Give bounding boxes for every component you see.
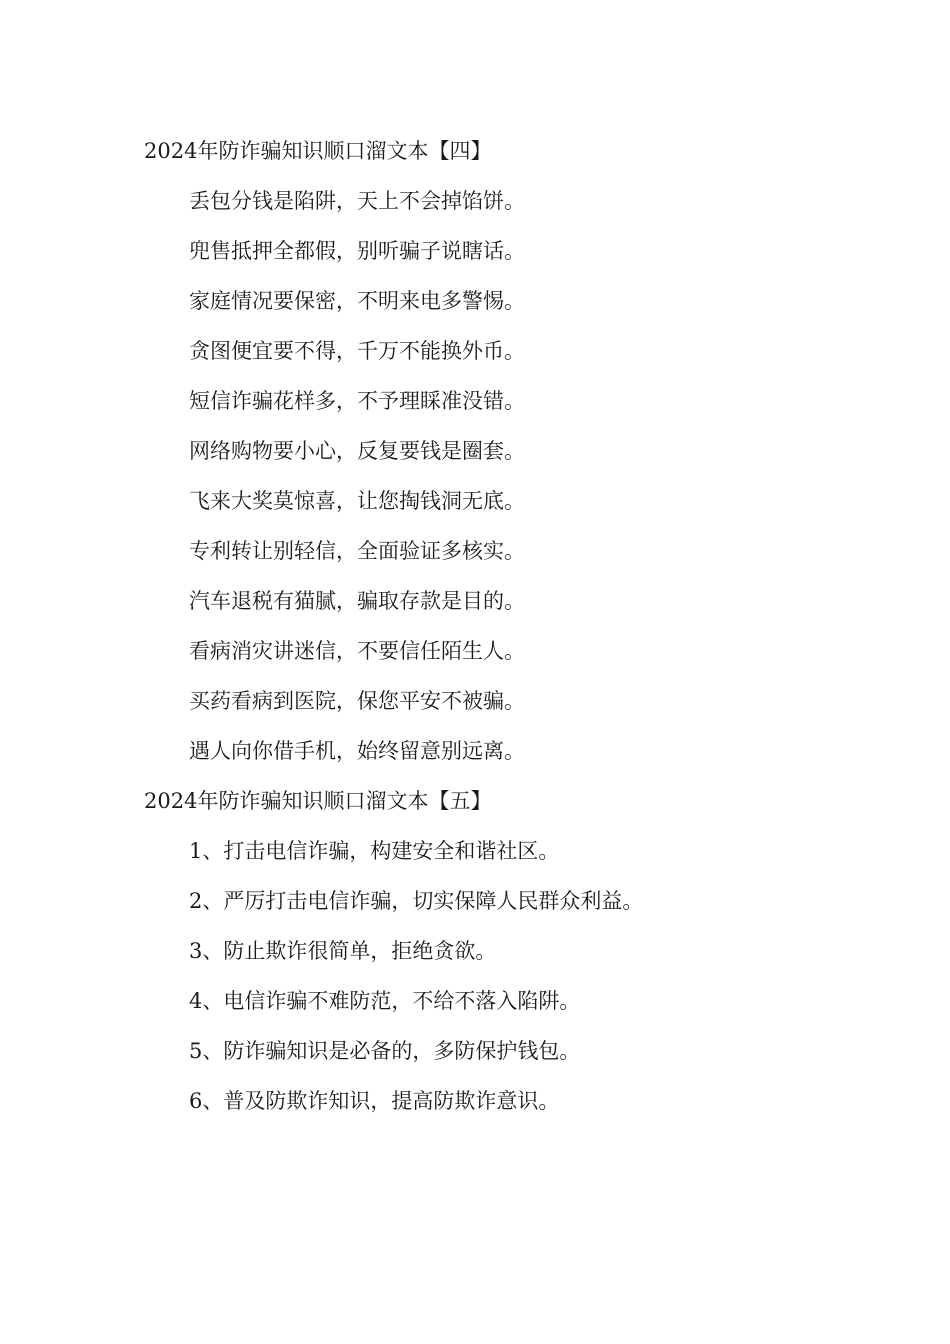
- rhyme-line: 家庭情况要保密，不明来电多警惕。: [189, 289, 525, 313]
- slogan-line: 2、严厉打击电信诈骗，切实保障人民群众利益。: [189, 889, 644, 913]
- rhyme-line: 买药看病到医院，保您平安不被骗。: [189, 689, 525, 713]
- rhyme-line: 短信诈骗花样多，不予理睬准没错。: [189, 389, 525, 413]
- section-heading: 2024年防诈骗知识顺口溜文本【五】: [144, 789, 492, 813]
- slogan-line: 3、防止欺诈很简单，拒绝贪欲。: [189, 939, 497, 963]
- rhyme-line: 飞来大奖莫惊喜，让您掏钱洞无底。: [189, 489, 525, 513]
- rhyme-line: 看病消灾讲迷信，不要信任陌生人。: [189, 639, 525, 663]
- section-four: [144, 126, 844, 776]
- section-five: [144, 776, 844, 1126]
- slogan-line: 5、防诈骗知识是必备的，多防保护钱包。: [189, 1039, 581, 1063]
- rhyme-line: 兜售抵押全都假，别听骗子说瞎话。: [189, 239, 525, 263]
- document-body: [144, 126, 844, 1126]
- section-heading: 2024年防诈骗知识顺口溜文本【四】: [144, 139, 492, 163]
- slogan-line: 6、普及防欺诈知识，提高防欺诈意识。: [189, 1089, 560, 1113]
- slogan-line: 4、电信诈骗不难防范，不给不落入陷阱。: [189, 989, 581, 1013]
- rhyme-line: 网络购物要小心，反复要钱是圈套。: [189, 439, 525, 463]
- rhyme-line: 专利转让别轻信，全面验证多核实。: [189, 539, 525, 563]
- rhyme-line: 汽车退税有猫腻，骗取存款是目的。: [189, 589, 525, 613]
- rhyme-line: 遇人向你借手机，始终留意别远离。: [189, 739, 525, 763]
- slogan-line: 1、打击电信诈骗，构建安全和谐社区。: [189, 839, 560, 863]
- rhyme-line: 丢包分钱是陷阱，天上不会掉馅饼。: [189, 189, 525, 213]
- rhyme-line: 贪图便宜要不得，千万不能换外币。: [189, 339, 525, 363]
